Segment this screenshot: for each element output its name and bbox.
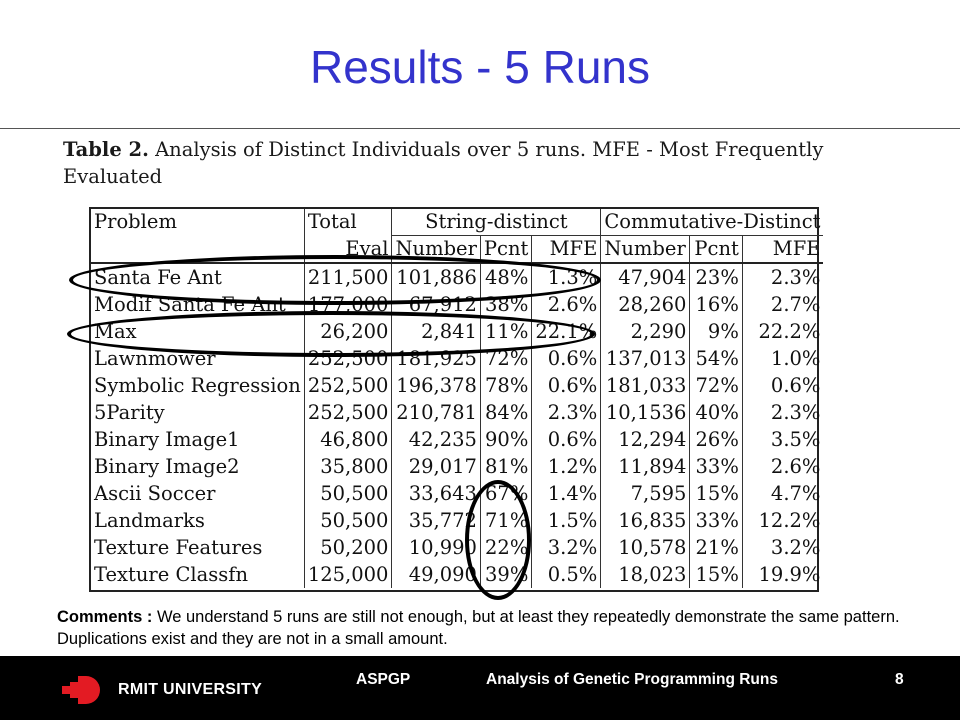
cell-comm-mfe: 12.2%: [742, 507, 823, 534]
cell-total-eval: 125,000: [304, 561, 392, 588]
cell-string-pcnt: 22%: [480, 534, 531, 561]
cell-comm-number: 28,260: [601, 291, 690, 318]
cell-string-pcnt: 39%: [480, 561, 531, 588]
table-row: [91, 399, 823, 426]
cell-comm-mfe: 22.2%: [742, 318, 823, 345]
cell-comm-pcnt: 15%: [690, 561, 742, 588]
cell-problem: 5Parity: [94, 401, 165, 424]
cell-string-number: 35,772: [392, 507, 480, 534]
table-row: [91, 453, 823, 480]
cell-string-number: 29,017: [392, 453, 480, 480]
cell-string-pcnt: 81%: [480, 453, 531, 480]
cell-string-mfe: 1.5%: [532, 507, 601, 534]
cell-comm-mfe: 2.3%: [742, 399, 823, 426]
cell-string-mfe: 22.1%: [532, 318, 601, 345]
table-row: [91, 534, 823, 561]
table-row: [91, 507, 823, 534]
cell-comm-number: 7,595: [601, 480, 690, 507]
highlight-ellipse-pcnt-column: [465, 480, 531, 600]
cell-string-pcnt: 11%: [480, 318, 531, 345]
cell-string-number: 33,643: [392, 480, 480, 507]
cell-string-mfe: 2.3%: [532, 399, 601, 426]
cell-string-number: 181,925: [392, 345, 480, 372]
header-string-number: Number: [392, 236, 480, 264]
cell-string-mfe: 0.5%: [532, 561, 601, 588]
cell-string-pcnt: 90%: [480, 426, 531, 453]
cell-string-mfe: 1.3%: [532, 263, 601, 291]
header-problem: Problem: [94, 210, 177, 234]
header-string-distinct: String-distinct: [392, 209, 601, 236]
cell-comm-number: 10,578: [601, 534, 690, 561]
comments-note: [57, 606, 937, 650]
rmit-logo-icon: [62, 676, 102, 704]
cell-comm-pcnt: 33%: [690, 507, 742, 534]
caption-text: Analysis of Distinct Individuals over 5 runs. MFE - Most Frequently Evaluated: [63, 138, 824, 188]
table-row: [91, 561, 823, 588]
cell-string-mfe: 0.6%: [532, 426, 601, 453]
cell-comm-pcnt: 72%: [690, 372, 742, 399]
cell-comm-mfe: 0.6%: [742, 372, 823, 399]
comments-text: We understand 5 runs are still not enough, but at least they repeatedly demonstrate the same pattern. Duplications exist and they are not in a small amount.: [57, 608, 900, 648]
cell-comm-mfe: 3.5%: [742, 426, 823, 453]
cell-string-mfe: 3.2%: [532, 534, 601, 561]
cell-total-eval: 252,500: [304, 372, 392, 399]
cell-comm-number: 181,033: [601, 372, 690, 399]
cell-comm-pcnt: 16%: [690, 291, 742, 318]
cell-comm-pcnt: 15%: [690, 480, 742, 507]
cell-problem: Texture Classfn: [94, 563, 249, 586]
cell-problem: Modif Santa Fe Ant: [94, 293, 286, 316]
header-comm-number: Number: [601, 236, 690, 264]
cell-problem: Ascii Soccer: [94, 482, 216, 505]
cell-string-mfe: 1.4%: [532, 480, 601, 507]
cell-total-eval: 50,200: [304, 534, 392, 561]
cell-comm-mfe: 3.2%: [742, 534, 823, 561]
cell-comm-mfe: 2.7%: [742, 291, 823, 318]
cell-total-eval: 26,200: [304, 318, 392, 345]
cell-comm-pcnt: 54%: [690, 345, 742, 372]
cell-string-number: 67,912: [392, 291, 480, 318]
cell-string-number: 49,090: [392, 561, 480, 588]
cell-string-pcnt: 38%: [480, 291, 531, 318]
cell-comm-number: 137,013: [601, 345, 690, 372]
header-eval: Eval: [304, 236, 392, 264]
table-row: [91, 372, 823, 399]
cell-string-pcnt: 48%: [480, 263, 531, 291]
slide-title: Results - 5 Runs: [309, 41, 650, 93]
cell-comm-mfe: 1.0%: [742, 345, 823, 372]
cell-problem: Texture Features: [94, 536, 263, 559]
cell-string-number: 196,378: [392, 372, 480, 399]
cell-comm-mfe: 4.7%: [742, 480, 823, 507]
cell-string-mfe: 1.2%: [532, 453, 601, 480]
header-string-mfe: MFE: [532, 236, 601, 264]
caption-label: Table 2.: [63, 138, 149, 161]
cell-total-eval: 50,500: [304, 480, 392, 507]
cell-comm-number: 47,904: [601, 263, 690, 291]
cell-comm-mfe: 2.6%: [742, 453, 823, 480]
cell-problem: Binary Image2: [94, 455, 240, 478]
title-divider: [0, 128, 960, 129]
cell-string-pcnt: 71%: [480, 507, 531, 534]
cell-string-pcnt: 72%: [480, 345, 531, 372]
header-commutative-distinct: Commutative-Distinct: [601, 209, 824, 236]
cell-comm-pcnt: 33%: [690, 453, 742, 480]
cell-comm-pcnt: 21%: [690, 534, 742, 561]
cell-total-eval: 252,500: [304, 345, 392, 372]
cell-total-eval: 252,500: [304, 399, 392, 426]
cell-string-number: 101,886: [392, 263, 480, 291]
footer-course: ASPGP: [356, 671, 411, 688]
cell-problem: Binary Image1: [94, 428, 240, 451]
cell-comm-number: 11,894: [601, 453, 690, 480]
table-row: [91, 480, 823, 507]
cell-comm-number: 16,835: [601, 507, 690, 534]
cell-total-eval: 50,500: [304, 507, 392, 534]
page-number: 8: [895, 671, 904, 688]
header-string-pcnt: Pcnt: [480, 236, 531, 264]
cell-string-number: 2,841: [392, 318, 480, 345]
comments-label: Comments :: [57, 608, 153, 626]
highlight-ellipse-santa-fe-row: [69, 255, 601, 305]
highlight-ellipse-max-row: [67, 311, 595, 357]
cell-string-pcnt: 84%: [480, 399, 531, 426]
cell-comm-pcnt: 23%: [690, 263, 742, 291]
cell-problem: Santa Fe Ant: [94, 266, 222, 289]
cell-comm-mfe: 2.3%: [742, 263, 823, 291]
cell-problem: Max: [94, 320, 137, 343]
cell-total-eval: 46,800: [304, 426, 392, 453]
cell-string-mfe: 0.6%: [532, 372, 601, 399]
cell-comm-pcnt: 26%: [690, 426, 742, 453]
cell-string-mfe: 0.6%: [532, 345, 601, 372]
header-comm-pcnt: Pcnt: [690, 236, 742, 264]
cell-string-pcnt: 67%: [480, 480, 531, 507]
cell-problem: Landmarks: [94, 509, 205, 532]
cell-string-number: 210,781: [392, 399, 480, 426]
cell-comm-number: 18,023: [601, 561, 690, 588]
cell-comm-number: 10,1536: [601, 399, 690, 426]
cell-problem: Lawnmower: [94, 347, 216, 370]
table-caption: [63, 136, 883, 190]
cell-total-eval: 177,000: [304, 291, 392, 318]
cell-comm-pcnt: 9%: [690, 318, 742, 345]
header-total: Total: [304, 209, 392, 236]
cell-comm-number: 2,290: [601, 318, 690, 345]
cell-string-mfe: 2.6%: [532, 291, 601, 318]
header-comm-mfe: MFE: [742, 236, 823, 264]
cell-total-eval: 211,500: [304, 263, 392, 291]
cell-string-pcnt: 78%: [480, 372, 531, 399]
cell-total-eval: 35,800: [304, 453, 392, 480]
cell-problem: Symbolic Regression: [94, 374, 301, 397]
table-header-row-1: [91, 209, 823, 236]
table-row: [91, 426, 823, 453]
brand-name: RMIT UNIVERSITY: [118, 681, 263, 698]
cell-comm-number: 12,294: [601, 426, 690, 453]
cell-string-number: 42,235: [392, 426, 480, 453]
cell-comm-mfe: 19.9%: [742, 561, 823, 588]
footer-subject: Analysis of Genetic Programming Runs: [486, 671, 778, 688]
cell-string-number: 10,990: [392, 534, 480, 561]
cell-comm-pcnt: 40%: [690, 399, 742, 426]
